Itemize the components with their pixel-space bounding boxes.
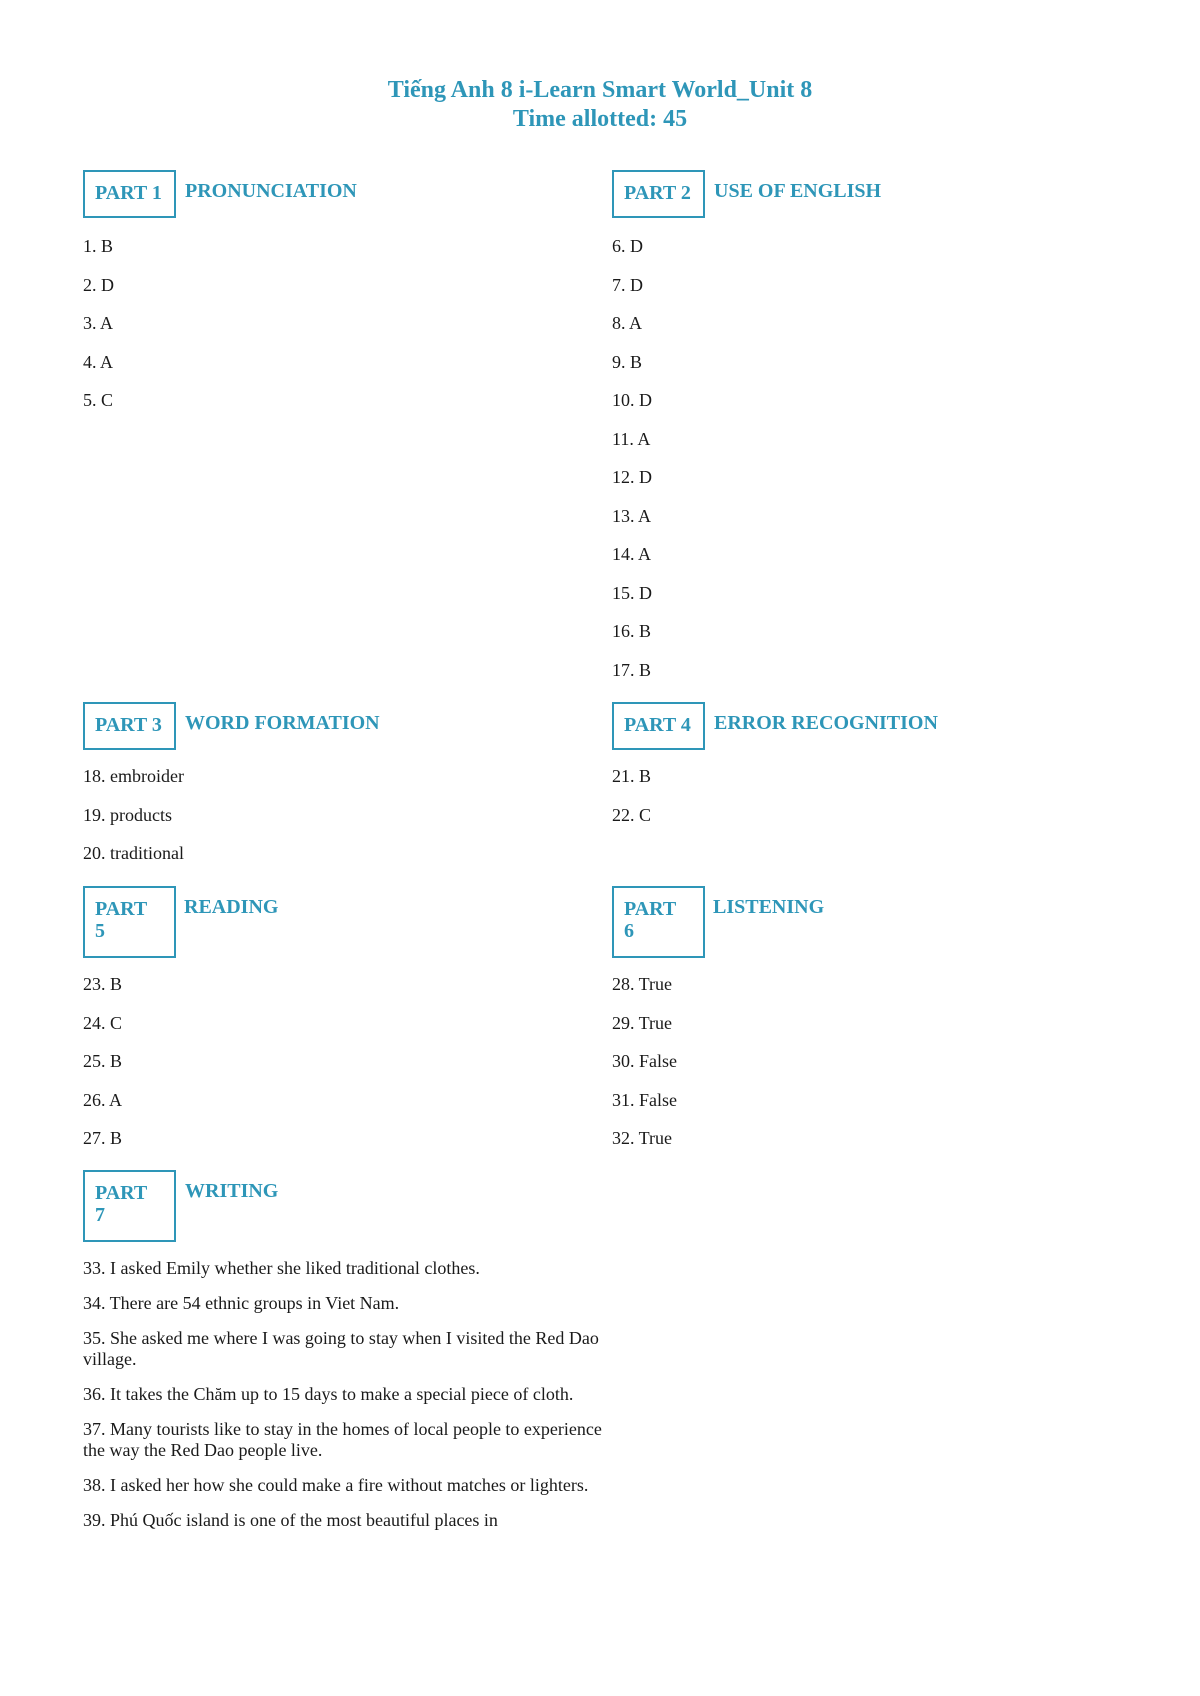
page-title: Tiếng Anh 8 i-Learn Smart World_Unit 8	[387, 77, 813, 103]
answer-item: 19. products	[83, 804, 172, 825]
part-6-answers	[612, 974, 1132, 1167]
answer-item: 38. I asked her how she could make a fire without matches or lighters.	[83, 1475, 589, 1495]
part-5-name: READING	[184, 896, 279, 918]
answer-item: 25. B	[83, 1051, 123, 1071]
answer-item: 32. True	[612, 1128, 673, 1148]
part-6-header	[612, 886, 1132, 958]
part-5-answers	[83, 974, 603, 1167]
part-3-answers	[83, 766, 603, 882]
answer-item: 3. A	[83, 313, 114, 333]
part-6-label: PART 6	[612, 886, 705, 958]
part-6-section	[612, 886, 1132, 1167]
part-2-name: USE OF ENGLISH	[714, 180, 882, 202]
answer-item: 13. A	[612, 505, 652, 526]
answer-item: 15. D	[612, 582, 652, 603]
answer-item: 39. Phú Quốc island is one of the most beautiful places in	[83, 1510, 498, 1530]
answer-item: 6. D	[612, 236, 643, 256]
part-1-header	[83, 170, 603, 218]
answer-item: 7. D	[612, 274, 643, 295]
page-subtitle: Time allotted: 45	[512, 106, 688, 132]
part-4-header	[612, 702, 1132, 750]
answer-item: 2. D	[83, 274, 114, 295]
part-5-section	[83, 886, 603, 1167]
answer-item: 23. B	[83, 974, 123, 994]
part-2-answers	[612, 236, 1132, 698]
answer-item: 5. C	[83, 390, 114, 410]
answer-item: 18. embroider	[83, 766, 184, 786]
part-7-name: WRITING	[185, 1180, 279, 1202]
part-4-label: PART 4	[612, 702, 705, 750]
answer-item: 27. B	[83, 1128, 123, 1148]
part-1-label: PART 1	[83, 170, 176, 218]
part-3-section	[83, 702, 603, 882]
answer-item: 28. True	[612, 974, 673, 994]
part-2-section	[612, 170, 1132, 698]
answer-item: 30. False	[612, 1051, 677, 1071]
part-1-section	[83, 170, 603, 429]
answer-item: 20. traditional	[83, 843, 184, 863]
part-4-answers	[612, 766, 1132, 843]
part-5-header	[83, 886, 603, 958]
answer-item: 16. B	[612, 621, 652, 641]
answer-item: 26. A	[83, 1089, 123, 1110]
part-7-header	[83, 1170, 603, 1242]
part-5-label: PART 5	[83, 886, 176, 958]
answer-item: 34. There are 54 ethnic groups in Viet Nam.	[83, 1293, 400, 1313]
answer-item: 11. A	[612, 428, 651, 449]
answer-item: 24. C	[83, 1012, 123, 1033]
answer-item: 9. B	[612, 351, 643, 372]
part-7-section	[83, 1170, 603, 1545]
part-7-label: PART 7	[83, 1170, 176, 1242]
part-2-label: PART 2	[612, 170, 705, 218]
answer-item: 33. I asked Emily whether she liked traditional clothes.	[83, 1258, 480, 1278]
answer-item: 12. D	[612, 467, 652, 487]
answer-item: 36. It takes the Chăm up to 15 days to make a special piece of cloth.	[83, 1384, 574, 1404]
part-3-label: PART 3	[83, 702, 176, 750]
part-7-answers	[83, 1258, 603, 1545]
answer-item: 22. C	[612, 804, 652, 825]
part-6-name: LISTENING	[713, 896, 825, 918]
answer-item: 35. She asked me where I was going to stay when I visited the Red Dao village.	[83, 1328, 599, 1369]
answer-item: 29. True	[612, 1012, 673, 1033]
answer-item: 8. A	[612, 313, 643, 333]
answer-item: 31. False	[612, 1089, 677, 1110]
answer-item: 37. Many tourists like to stay in the homes of local people to experience the way the Red Dao people live.	[83, 1419, 602, 1460]
part-2-header	[612, 170, 1132, 218]
part-4-section	[612, 702, 1132, 843]
part-1-name: PRONUNCIATION	[185, 180, 357, 202]
part-1-answers	[83, 236, 603, 429]
part-3-header	[83, 702, 603, 750]
answer-item: 14. A	[612, 544, 652, 564]
answer-item: 10. D	[612, 390, 652, 410]
part-4-name: ERROR RECOGNITION	[714, 712, 938, 734]
answer-item: 1. B	[83, 236, 114, 256]
answer-item: 21. B	[612, 766, 652, 786]
answer-item: 4. A	[83, 351, 114, 372]
part-3-name: WORD FORMATION	[185, 712, 380, 734]
answer-item: 17. B	[612, 659, 652, 680]
